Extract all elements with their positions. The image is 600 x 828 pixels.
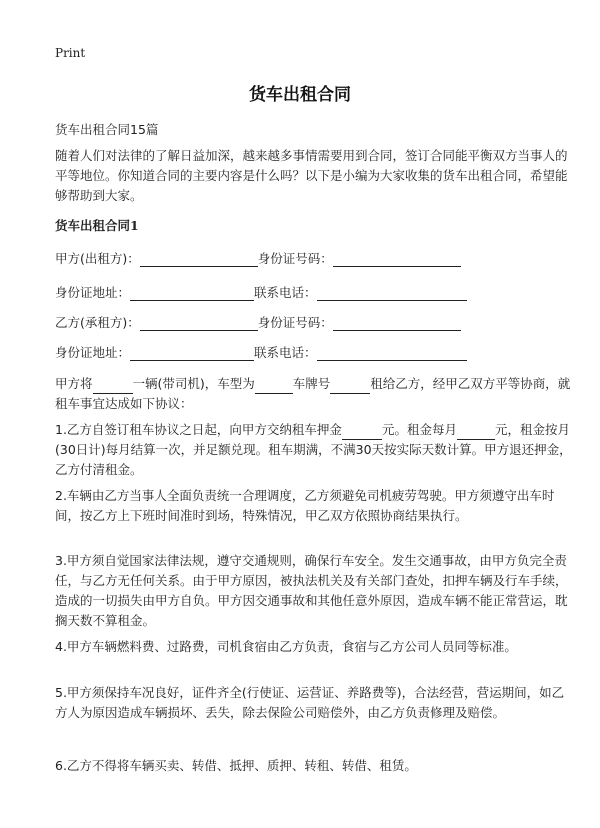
party-b-id-label: 身份证号码： bbox=[257, 315, 333, 330]
clause-6: 6.乙方不得将车辆买卖、转借、抵押、质押、转租、转借、租赁。 bbox=[55, 758, 417, 773]
monthly-rent-blank[interactable] bbox=[457, 425, 495, 440]
clause-2: 2.车辆由乙方当事人全面负责统一合理调度，乙方须避免司机疲劳驾驶。甲方须遵守出车时间，按乙方上下班时间准时到场，特殊情况，甲乙双方依照协商结果执行。 bbox=[55, 488, 555, 523]
clause-4: 4.甲方车辆燃料费、过路费，司机食宿由乙方负责，食宿与乙方公司人员同等标准。 bbox=[55, 639, 517, 654]
party-b-addr-row bbox=[55, 343, 467, 361]
lease-text-4: 租给乙方，经甲乙双方平等协商，就租车事宜达成如下协议： bbox=[55, 376, 571, 411]
party-b-addr-blank[interactable] bbox=[130, 346, 254, 361]
document-title: 货车出租合同 bbox=[249, 85, 351, 105]
lease-text-3: 车牌号 bbox=[292, 376, 331, 391]
print-label[interactable]: Print bbox=[55, 46, 86, 60]
party-b-addr-label: 身份证地址： bbox=[55, 345, 131, 360]
party-a-id-blank[interactable] bbox=[333, 252, 461, 267]
document-subtitle: 货车出租合同15篇 bbox=[55, 122, 159, 137]
lease-blank-vehicle[interactable] bbox=[93, 379, 133, 394]
party-a-row bbox=[55, 249, 461, 267]
clause-1-text-2: 元。租金每月 bbox=[381, 422, 457, 437]
party-a-label: 甲方(出租方)： bbox=[55, 251, 140, 266]
party-a-phone-blank[interactable] bbox=[317, 286, 467, 301]
section-heading: 货车出租合同1 bbox=[55, 218, 139, 233]
clause-1 bbox=[55, 420, 575, 480]
party-b-phone-label: 联系电话： bbox=[254, 345, 317, 360]
lease-text-2: 一辆(带司机)，车型为 bbox=[132, 376, 255, 391]
party-a-blank[interactable] bbox=[140, 252, 258, 267]
party-a-addr-blank[interactable] bbox=[130, 286, 254, 301]
party-a-id-label: 身份证号码： bbox=[257, 251, 333, 266]
clause-1-text-1: 1.乙方自签订租车协议之日起，向甲方交纳租车押金 bbox=[55, 422, 342, 437]
lease-paragraph bbox=[55, 374, 575, 414]
party-b-row bbox=[55, 313, 461, 331]
party-b-blank[interactable] bbox=[140, 316, 258, 331]
party-a-addr-row bbox=[55, 283, 467, 301]
lease-blank-model[interactable] bbox=[255, 379, 293, 394]
party-b-id-blank[interactable] bbox=[333, 316, 461, 331]
party-b-label: 乙方(承租方)： bbox=[55, 315, 140, 330]
lease-blank-plate[interactable] bbox=[330, 379, 370, 394]
clause-3: 3.甲方须自觉国家法律法规，遵守交通规则，确保行车安全。发生交通事故，由甲方负完全责任，与乙方无任何关系。由于甲方原因，被执法机关及有关部门查处，扣押车辆及行车手续，造成的一切损失由甲方自负。甲方因交通事故和其他任意外原因，造成车辆不能正常营运，耽搁天数不算租金。 bbox=[55, 553, 568, 628]
lease-text-1: 甲方将 bbox=[55, 376, 93, 391]
party-b-phone-blank[interactable] bbox=[317, 346, 467, 361]
clause-5: 5.甲方须保持车况良好，证件齐全(行使证、运营证、养路费等)，合法经营，营运期间，如乙方人为原因造成车辆损坏、丢失，除去保险公司赔偿外，由乙方负责修理及赔偿。 bbox=[55, 685, 565, 720]
clause-1-text-3: 元，租金按月(30日计)每月结算一次，并足额兑现。租车期满，不满30天按实际天数计算。甲方退还押金，乙方付清租金。 bbox=[55, 422, 572, 477]
deposit-blank[interactable] bbox=[342, 425, 382, 440]
intro-paragraph: 随着人们对法律的了解日益加深，越来越多事情需要用到合同，签订合同能平衡双方当事人的平等地位。你知道合同的主要内容是什么吗？以下是小编为大家收集的货车出租合同，希望能够帮助到大家。 bbox=[55, 148, 568, 203]
party-a-addr-label: 身份证地址： bbox=[55, 285, 131, 300]
party-a-phone-label: 联系电话： bbox=[254, 285, 317, 300]
